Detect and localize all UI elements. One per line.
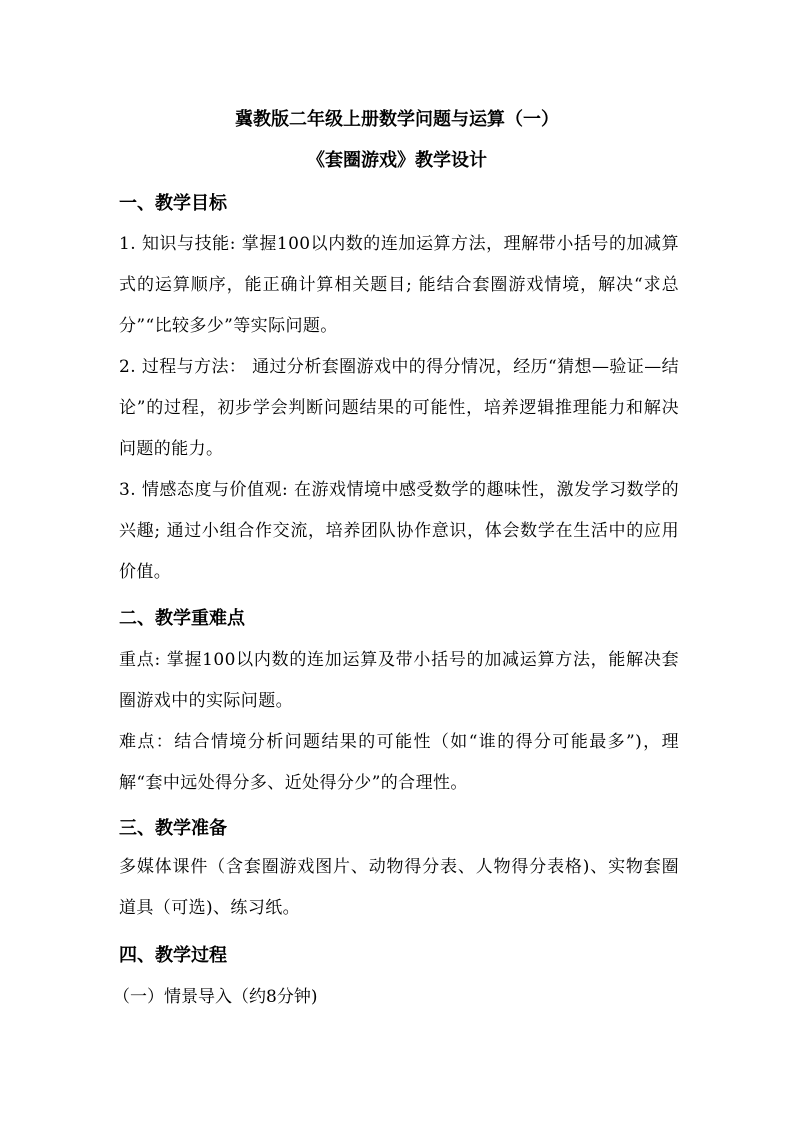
process-subsection-intro: （一）情景导入（约8分钟) — [113, 987, 318, 1007]
goal-item-process: 2. 过程与方法： 通过分析套圈游戏中的得分情况，经历“猜想—验证—结论”的过程，初步学会判断问题结果的可能性，培养逻辑推理能力和解决问题的能力。 — [119, 357, 679, 459]
goal-item-attitude: 3. 情感态度与价值观: 在游戏情境中感受数学的趣味性，激发学习数学的兴趣; 通过小组合作交流，培养团队协作意识，体会数学在生活中的应用价值。 — [119, 480, 679, 582]
section-heading-goals: 一、教学目标 — [119, 193, 227, 214]
document-title: 冀教版二年级上册数学问题与运算（一） — [235, 109, 559, 130]
preparation-text: 多媒体课件（含套圈游戏图片、动物得分表、人物得分表格)、实物套圈道具（可选)、练习纸。 — [119, 857, 679, 918]
key-point-difficulty: 难点：结合情境分析问题结果的可能性（如“谁的得分可能最多”)，理解“套中远处得分多、近处得分少”的合理性。 — [119, 732, 679, 793]
section-heading-process: 四、教学过程 — [119, 945, 227, 966]
section-heading-key-points: 二、教学重难点 — [119, 608, 245, 629]
document-subtitle: 《套圈游戏》教学设计 — [307, 150, 487, 171]
section-heading-preparation: 三、教学准备 — [119, 818, 227, 839]
goal-item-knowledge: 1. 知识与技能: 掌握100以内数的连加运算方法，理解带小括号的加减算式的运算顺序，能正确计算相关题目; 能结合套圈游戏情境，解决“求总分”“比较多少”等实际问题。 — [119, 234, 679, 336]
key-point-focus: 重点: 掌握100以内数的连加运算及带小括号的加减运算方法，能解决套圈游戏中的实际问题。 — [119, 650, 679, 711]
